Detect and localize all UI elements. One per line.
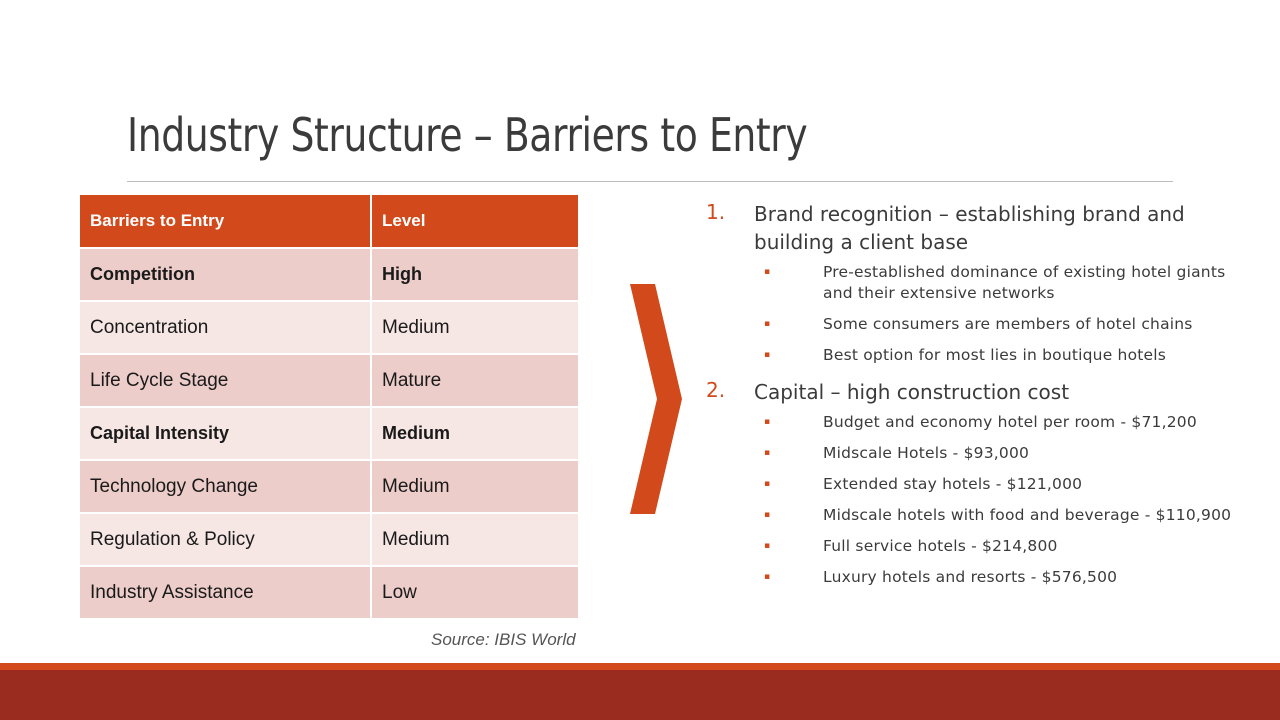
table-cell-level: Medium <box>371 407 578 460</box>
sub-list-item <box>754 443 1246 464</box>
sub-list <box>754 412 1246 588</box>
table-row <box>80 354 578 407</box>
sub-list-text: Full service hotels - $214,800 <box>823 537 1058 555</box>
square-bullet-icon: ▪ <box>764 541 771 551</box>
table-cell-level: Medium <box>371 460 578 513</box>
square-bullet-icon: ▪ <box>764 267 771 277</box>
sub-list-item <box>754 536 1246 557</box>
square-bullet-icon: ▪ <box>764 479 771 489</box>
square-bullet-icon: ▪ <box>764 572 771 582</box>
source-caption: Source: IBIS World <box>431 630 576 649</box>
list-item-text: Capital – high construction cost <box>754 380 1070 404</box>
sub-list-text: Budget and economy hotel per room - $71,200 <box>823 413 1197 431</box>
square-bullet-icon: ▪ <box>764 350 771 360</box>
table-row <box>80 248 578 301</box>
table-cell-barrier: Industry Assistance <box>80 566 371 619</box>
table-cell-barrier: Regulation & Policy <box>80 513 371 566</box>
square-bullet-icon: ▪ <box>764 417 771 427</box>
table-cell-level: Low <box>371 566 578 619</box>
square-bullet-icon: ▪ <box>764 448 771 458</box>
list-item <box>706 200 1246 366</box>
sub-list-item <box>754 505 1246 526</box>
sub-list-text: Midscale Hotels - $93,000 <box>823 444 1030 462</box>
footer-band <box>0 663 1280 720</box>
table-row <box>80 566 578 619</box>
square-bullet-icon: ▪ <box>764 319 771 329</box>
barriers-list <box>706 200 1246 600</box>
sub-list-item <box>754 567 1246 588</box>
square-bullet-icon: ▪ <box>764 510 771 520</box>
sub-list-item <box>754 314 1246 335</box>
table-cell-barrier: Capital Intensity <box>80 407 371 460</box>
table-cell-level: Medium <box>371 301 578 354</box>
table-cell-level: Medium <box>371 513 578 566</box>
list-number: 2. <box>706 378 726 402</box>
sub-list-item <box>754 345 1246 366</box>
chevron-right-icon <box>630 284 682 514</box>
table-row <box>80 460 578 513</box>
sub-list-text: Pre-established dominance of existing hotel giants and their extensive networks <box>823 263 1226 302</box>
sub-list-item <box>754 262 1246 304</box>
list-item <box>706 378 1246 588</box>
table-row <box>80 301 578 354</box>
sub-list-text: Midscale hotels with food and beverage - $110,900 <box>823 506 1232 524</box>
sub-list-text: Best option for most lies in boutique hotels <box>823 346 1167 364</box>
barriers-table <box>80 195 578 620</box>
table-row <box>80 407 578 460</box>
table-cell-level: Mature <box>371 354 578 407</box>
sub-list-text: Some consumers are members of hotel chains <box>823 315 1193 333</box>
table-cell-barrier: Competition <box>80 248 371 301</box>
table-header-level: Level <box>371 195 578 248</box>
table-cell-level: High <box>371 248 578 301</box>
table-header-barriers: Barriers to Entry <box>80 195 371 248</box>
sub-list-item <box>754 474 1246 495</box>
sub-list-text: Extended stay hotels - $121,000 <box>823 475 1083 493</box>
table-cell-barrier: Concentration <box>80 301 371 354</box>
table-cell-barrier: Life Cycle Stage <box>80 354 371 407</box>
table-header-row <box>80 195 578 248</box>
list-number: 1. <box>706 200 726 224</box>
sub-list-text: Luxury hotels and resorts - $576,500 <box>823 568 1118 586</box>
table-cell-barrier: Technology Change <box>80 460 371 513</box>
table-row <box>80 513 578 566</box>
list-item-text: Brand recognition – establishing brand and building a client base <box>754 202 1185 254</box>
slide-title: Industry Structure – Barriers to Entry <box>127 108 808 162</box>
title-divider <box>127 181 1173 182</box>
sub-list <box>754 262 1246 366</box>
footer-accent-stripe <box>0 663 1280 670</box>
sub-list-item <box>754 412 1246 433</box>
